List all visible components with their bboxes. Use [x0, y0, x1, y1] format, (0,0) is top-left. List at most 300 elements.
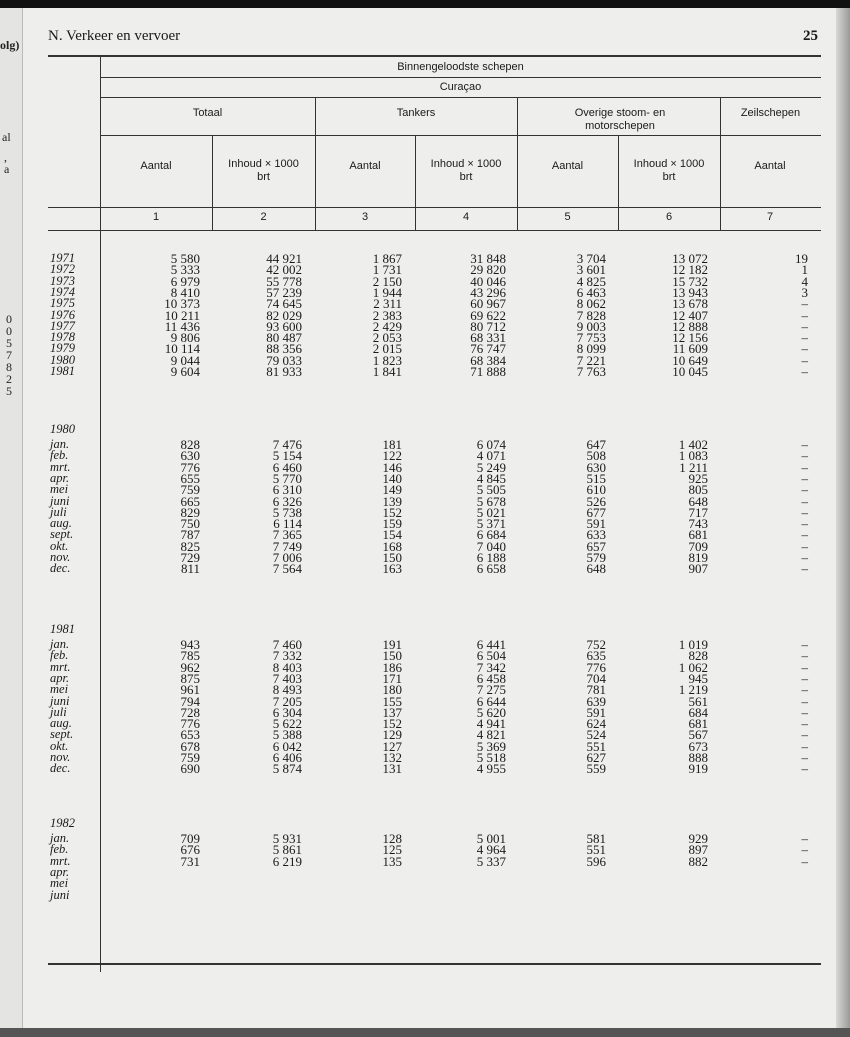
table-cell: 150 [382, 550, 402, 565]
table-cell: 125 [382, 842, 402, 858]
row-label-year: 1976 [50, 307, 75, 322]
table-cell: 6 979 [170, 273, 200, 289]
table-cell: 929 [688, 831, 708, 846]
table-cell: – [801, 831, 808, 846]
table-cell: 610 [586, 482, 606, 498]
row-label-month: okt. [50, 738, 69, 753]
table-cell: 551 [586, 842, 606, 858]
page-number: 25 [803, 28, 818, 44]
table-cell: 152 [382, 716, 402, 732]
table-cell: 128 [382, 831, 402, 846]
block-year-label: 1980 [50, 422, 75, 436]
table-cell: 5 369 [476, 738, 506, 754]
row-label-month: jan. [50, 437, 70, 451]
table-cell: 819 [688, 550, 708, 565]
table-cell: 7 403 [272, 670, 302, 686]
table-cell: 1 841 [372, 364, 402, 379]
table-cell: 1 823 [372, 352, 402, 368]
table-cell: 7 332 [272, 648, 302, 664]
margin-fragment: olg) [0, 38, 20, 52]
row-label-month: juni [50, 693, 70, 708]
row-label-month: mei [50, 682, 69, 697]
table-cell: 4 071 [476, 448, 506, 464]
rule [48, 230, 821, 231]
table-cell: 10 045 [672, 364, 708, 379]
table-cell: 591 [586, 516, 606, 532]
table-cell: 181 [382, 437, 402, 452]
column-header: Aantal [551, 160, 584, 172]
table-cell: – [801, 561, 808, 577]
row-label-month: nov. [50, 550, 71, 564]
table-cell: 5 021 [476, 504, 506, 520]
table-cell: – [801, 761, 808, 777]
table-cell: 5 678 [476, 493, 506, 509]
rule [100, 135, 821, 136]
table-cell: 925 [688, 470, 708, 486]
table-cell: 8 403 [272, 659, 302, 675]
table-cell: – [801, 637, 808, 652]
table-cell: 677 [586, 504, 606, 520]
table-cell: 8 493 [272, 682, 302, 698]
table-cell: 5 738 [272, 504, 302, 520]
table-cell: 1 731 [372, 262, 402, 278]
table-cell: 665 [180, 493, 200, 509]
table-cell: 690 [180, 761, 200, 777]
table-cell: 888 [688, 750, 708, 765]
table-cell: 6 441 [476, 637, 506, 652]
table-cell: – [801, 538, 808, 554]
table-cell: 2 311 [373, 296, 402, 312]
table-cell: 135 [382, 853, 402, 869]
rule [100, 77, 821, 78]
row-label-month: feb. [50, 648, 69, 663]
table-cell: – [801, 738, 808, 754]
table-cell: 559 [586, 761, 606, 777]
table-cell: 678 [180, 738, 200, 754]
table-cell: 15 732 [672, 273, 708, 289]
row-label-month: mrt. [50, 459, 71, 474]
table-subtitle: Curaçao [439, 81, 482, 93]
row-label-month: aug. [50, 516, 72, 531]
group-header-totaal: Totaal [192, 107, 223, 119]
table-cell: 5 620 [476, 704, 506, 720]
table-cell: 68 331 [470, 330, 506, 346]
row-label-year: 1974 [50, 284, 75, 299]
table-cell: 3 704 [576, 251, 606, 266]
column-header: Aantal [140, 160, 172, 172]
table-cell: 729 [180, 550, 200, 565]
table-cell: 6 114 [273, 516, 302, 532]
table-cell: 7 006 [272, 550, 302, 565]
table-cell: 5 861 [272, 842, 302, 858]
table-cell: 7 205 [272, 693, 302, 709]
table-cell: 60 967 [470, 296, 506, 312]
table-cell: 759 [180, 750, 200, 765]
table-cell: 1 219 [678, 682, 708, 698]
table-cell: 8 099 [576, 341, 606, 357]
table-cell: 7 275 [476, 682, 506, 698]
row-label-year: 1980 [50, 352, 75, 367]
row-label-month: juli [50, 504, 67, 519]
table-cell: – [801, 693, 808, 709]
table-cell: 811 [180, 561, 200, 577]
row-label-month: aug. [50, 716, 72, 731]
column-number: 3 [361, 211, 369, 223]
margin-fragment: 0 [6, 312, 12, 326]
table-cell: 139 [382, 493, 402, 509]
table-cell: 5 371 [476, 516, 506, 532]
table-cell: 709 [688, 538, 708, 554]
table-title: Binnengeloodste schepen [397, 61, 524, 73]
table-cell: 681 [688, 716, 708, 732]
table-cell: 80 487 [266, 330, 302, 346]
table-cell: 80 712 [470, 318, 506, 334]
table-cell: 828 [180, 437, 200, 452]
section-title: N. Verkeer en vervoer [48, 28, 181, 44]
table-cell: 12 182 [672, 262, 708, 278]
table-cell: 29 820 [470, 262, 506, 278]
table-cell: 2 015 [372, 341, 402, 357]
row-label-month: sept. [50, 527, 74, 542]
table-cell: 9 806 [170, 330, 200, 346]
table-cell: 743 [688, 516, 708, 532]
table-cell: 6 504 [476, 648, 506, 664]
table-cell: 10 211 [164, 307, 200, 323]
table-cell: 149 [382, 482, 402, 498]
stub-divider [100, 55, 101, 972]
table-cell: 8 410 [170, 284, 200, 300]
column-number: 2 [260, 211, 267, 223]
row-label-month: juli [50, 704, 67, 719]
table-cell: – [801, 704, 808, 720]
table-cell: – [801, 516, 808, 532]
table-cell: 9 044 [170, 352, 200, 368]
table-cell: 40 046 [470, 273, 506, 289]
table-cell: 1 867 [372, 251, 402, 266]
table-cell: 3 [801, 284, 808, 300]
table-cell: 12 888 [672, 318, 708, 334]
table-cell: 825 [180, 538, 200, 554]
table-cell: 43 296 [470, 284, 506, 300]
table-cell: 776 [586, 659, 606, 675]
table-cell: 655 [180, 470, 200, 486]
table-cell: 648 [688, 493, 708, 509]
margin-fragment: 2 [6, 372, 12, 386]
table-cell: 5 337 [476, 853, 506, 869]
table-cell: 7 342 [476, 659, 506, 675]
table-cell: 2 383 [372, 307, 402, 323]
margin-fragment: 5 [6, 384, 12, 398]
column-number: 6 [665, 211, 673, 223]
row-label-year: 1978 [50, 330, 75, 345]
table-cell: 31 848 [470, 251, 506, 266]
table-cell: 6 042 [272, 738, 302, 754]
column-header: Aantal [349, 160, 381, 172]
table-cell: 829 [180, 504, 200, 520]
group-header-zeilschepen: Zeilschepen [740, 107, 801, 119]
table-cell: 7 828 [576, 307, 606, 323]
table-cell: 752 [586, 637, 606, 652]
table-cell: – [801, 716, 808, 732]
table-cell: 7 749 [272, 538, 302, 554]
table-bottom-rule [48, 963, 821, 965]
table-cell: 9 604 [170, 364, 200, 379]
table-cell: 919 [688, 761, 708, 777]
table-cell: – [801, 470, 808, 486]
table-cell: 10 114 [164, 341, 200, 357]
table-cell: 907 [688, 561, 708, 577]
table-cell: 137 [382, 704, 402, 720]
table-cell: 186 [382, 659, 402, 675]
table-cell: 635 [586, 648, 606, 664]
row-label-month: mei [50, 482, 69, 497]
table-cell: 5 931 [272, 831, 302, 846]
table-cell: 68 384 [470, 352, 506, 368]
table-cell: 6 304 [272, 704, 302, 720]
table-cell: 4 821 [476, 727, 506, 743]
table-cell: 140 [382, 470, 402, 486]
table-cell: 19 [795, 251, 808, 266]
table-cell: 1 402 [678, 437, 708, 452]
table-cell: 13 678 [672, 296, 708, 312]
table-cell: 180 [382, 682, 402, 698]
table-cell: 7 460 [272, 637, 302, 652]
table-cell: 6 458 [476, 670, 506, 686]
row-label-month: mrt. [50, 659, 71, 674]
table-cell: 6 219 [272, 853, 302, 869]
row-label-month: apr. [50, 864, 70, 879]
table-cell: 945 [688, 670, 708, 686]
table-cell: 897 [688, 842, 708, 858]
column-header: Inhoud × 1000 brt [633, 158, 705, 183]
row-label-month: okt. [50, 538, 69, 553]
table-cell: – [801, 670, 808, 686]
table-cell: 5 505 [476, 482, 506, 498]
table-cell: 7 365 [272, 527, 302, 543]
table-cell: 131 [382, 761, 402, 777]
table-cell: 794 [180, 693, 200, 709]
margin-fragment: al [2, 130, 11, 144]
row-label-year: 1979 [50, 341, 75, 356]
table-cell: 82 029 [266, 307, 302, 323]
table-cell: – [801, 659, 808, 675]
scan-edge-bottom [0, 1028, 850, 1037]
table-cell: 579 [586, 550, 606, 565]
table-cell: 5 518 [476, 750, 506, 765]
table-cell: 624 [586, 716, 606, 732]
table-cell: 6 460 [272, 459, 302, 475]
table-cell: 526 [586, 493, 606, 509]
column-number: 5 [564, 211, 571, 223]
column-number: 4 [462, 211, 470, 223]
table-cell: 81 933 [266, 364, 302, 379]
table-cell: 7 763 [576, 364, 606, 379]
table-cell: 5 388 [272, 727, 302, 743]
table-cell: 5 154 [272, 448, 302, 464]
table-cell: 882 [688, 853, 708, 869]
table-cell: 55 778 [266, 273, 302, 289]
table-cell: 1 083 [678, 448, 708, 464]
table-cell: 630 [586, 459, 606, 475]
table-cell: 12 407 [672, 307, 708, 323]
table-cell: – [801, 493, 808, 509]
table-cell: 10 649 [672, 352, 708, 368]
table-cell: 2 053 [372, 330, 402, 346]
scan-edge-top [0, 0, 850, 8]
table-cell: 6 406 [272, 750, 302, 765]
table-cell: 805 [688, 482, 708, 498]
table-cell: 7 564 [272, 561, 302, 577]
row-label-month: jan. [50, 637, 70, 651]
table-cell: 4 964 [476, 842, 506, 858]
table-cell: 787 [180, 527, 200, 543]
table-cell: 673 [688, 738, 708, 754]
table-cell: 69 622 [470, 307, 506, 323]
table-cell: 152 [382, 504, 402, 520]
table-cell: 4 845 [476, 470, 506, 486]
table-cell: 551 [586, 738, 606, 754]
table-cell: – [801, 330, 808, 346]
row-label-month: nov. [50, 750, 71, 764]
table-cell: 596 [586, 853, 606, 869]
row-label-month: dec. [50, 761, 71, 776]
table-cell: 776 [180, 459, 200, 475]
table-cell: 633 [586, 527, 606, 543]
table-cell: – [801, 459, 808, 475]
table-cell: 750 [180, 516, 200, 532]
row-label-month: feb. [50, 842, 69, 857]
table-cell: – [801, 296, 808, 312]
table-cell: 4 941 [476, 716, 506, 732]
margin-fragment: 0 [6, 324, 12, 338]
table-cell: 1 944 [372, 284, 402, 300]
scan-edge-right [836, 8, 850, 1037]
table-cell: 6 326 [272, 493, 302, 509]
table-cell: 6 310 [272, 482, 302, 498]
table-cell: – [801, 352, 808, 368]
table-cell: 4 825 [576, 273, 606, 289]
table-cell: 163 [382, 561, 402, 577]
row-label-year: 1971 [50, 251, 75, 265]
table-cell: 71 888 [470, 364, 506, 379]
table-cell: 132 [382, 750, 402, 765]
row-label-month: sept. [50, 727, 74, 742]
row-label-month: apr. [50, 670, 70, 685]
table-cell: 154 [382, 527, 402, 543]
table-cell: 581 [586, 831, 606, 846]
table-cell: – [801, 550, 808, 565]
table-cell: 785 [180, 648, 200, 664]
table-cell: 3 601 [576, 262, 606, 278]
column-header: Inhoud × 1000 brt [228, 158, 299, 183]
table-cell: 875 [180, 670, 200, 686]
table-cell: 7 221 [576, 352, 606, 368]
table-cell: 630 [180, 448, 200, 464]
table-cell: 11 436 [164, 318, 200, 334]
table-cell: 717 [688, 504, 708, 520]
table-top-rule [48, 55, 821, 57]
table-cell: 4 [801, 273, 808, 289]
table-cell: 171 [382, 670, 402, 686]
table-cell: 961 [180, 682, 200, 698]
table-cell: 129 [382, 727, 402, 743]
table-cell: 776 [180, 716, 200, 732]
row-label-month: jan. [50, 831, 70, 845]
table-cell: 731 [180, 853, 200, 869]
row-label-month: dec. [50, 561, 71, 576]
table-cell: – [801, 364, 808, 379]
table-cell: 146 [382, 459, 402, 475]
table-cell: 6 684 [476, 527, 506, 543]
table-cell: 5 622 [272, 716, 302, 732]
table-cell: 13 072 [672, 251, 708, 266]
table-cell: 74 645 [266, 296, 302, 312]
table-cell: 6 644 [476, 693, 506, 709]
table-cell: 5 580 [170, 251, 200, 266]
block-year-label: 1982 [50, 816, 75, 830]
table-cell: 515 [586, 470, 606, 486]
table-cell: 79 033 [266, 352, 302, 368]
table-cell: 6 188 [476, 550, 506, 565]
table-cell: 191 [382, 637, 402, 652]
row-label-month: mrt. [50, 853, 71, 868]
table-cell: 647 [586, 437, 606, 452]
row-label-month: mei [50, 876, 69, 891]
table-cell: 12 156 [672, 330, 708, 346]
table-cell: 1 062 [678, 659, 708, 675]
table-cell: 93 600 [266, 318, 302, 334]
table-cell: 8 062 [576, 296, 606, 312]
row-label-month: feb. [50, 448, 69, 463]
table-cell: 657 [586, 538, 606, 554]
rule [100, 97, 821, 98]
table-cell: 5 249 [476, 459, 506, 475]
table-cell: – [801, 853, 808, 869]
group-header-overige: Overige stoom- en motorschepen [574, 107, 666, 132]
table-cell: – [801, 648, 808, 664]
column-number: 1 [152, 211, 160, 223]
column-header: Aantal [754, 160, 786, 172]
table-cell: 6 463 [576, 284, 606, 300]
margin-fragment: 7 [6, 348, 12, 362]
table-cell: 5 874 [272, 761, 302, 777]
table-cell: 42 002 [266, 262, 302, 278]
table-cell: – [801, 682, 808, 698]
table-cell: 709 [180, 831, 200, 846]
table-cell: 7 040 [476, 538, 506, 554]
column-header: Inhoud × 1000 brt [430, 158, 502, 183]
table-cell: 155 [382, 693, 402, 709]
table-cell: 5 333 [170, 262, 200, 278]
table-cell: 6 658 [476, 561, 506, 577]
table-cell: 7 753 [576, 330, 606, 346]
table-cell: – [801, 527, 808, 543]
table-cell: – [801, 318, 808, 334]
row-label-month: juni [50, 493, 70, 508]
table-cell: 676 [180, 842, 200, 858]
table-cell: – [801, 750, 808, 765]
row-label-year: 1981 [50, 364, 75, 378]
table-cell: 5 001 [476, 831, 506, 846]
table-cell: – [801, 448, 808, 464]
row-label-month: juni [50, 887, 70, 902]
column-number: 7 [766, 211, 774, 223]
table-cell: 76 747 [470, 341, 506, 357]
margin-fragment: 8 [6, 360, 12, 374]
table-cell: 13 943 [672, 284, 708, 300]
table-cell: 591 [586, 704, 606, 720]
table-cell: – [801, 842, 808, 858]
